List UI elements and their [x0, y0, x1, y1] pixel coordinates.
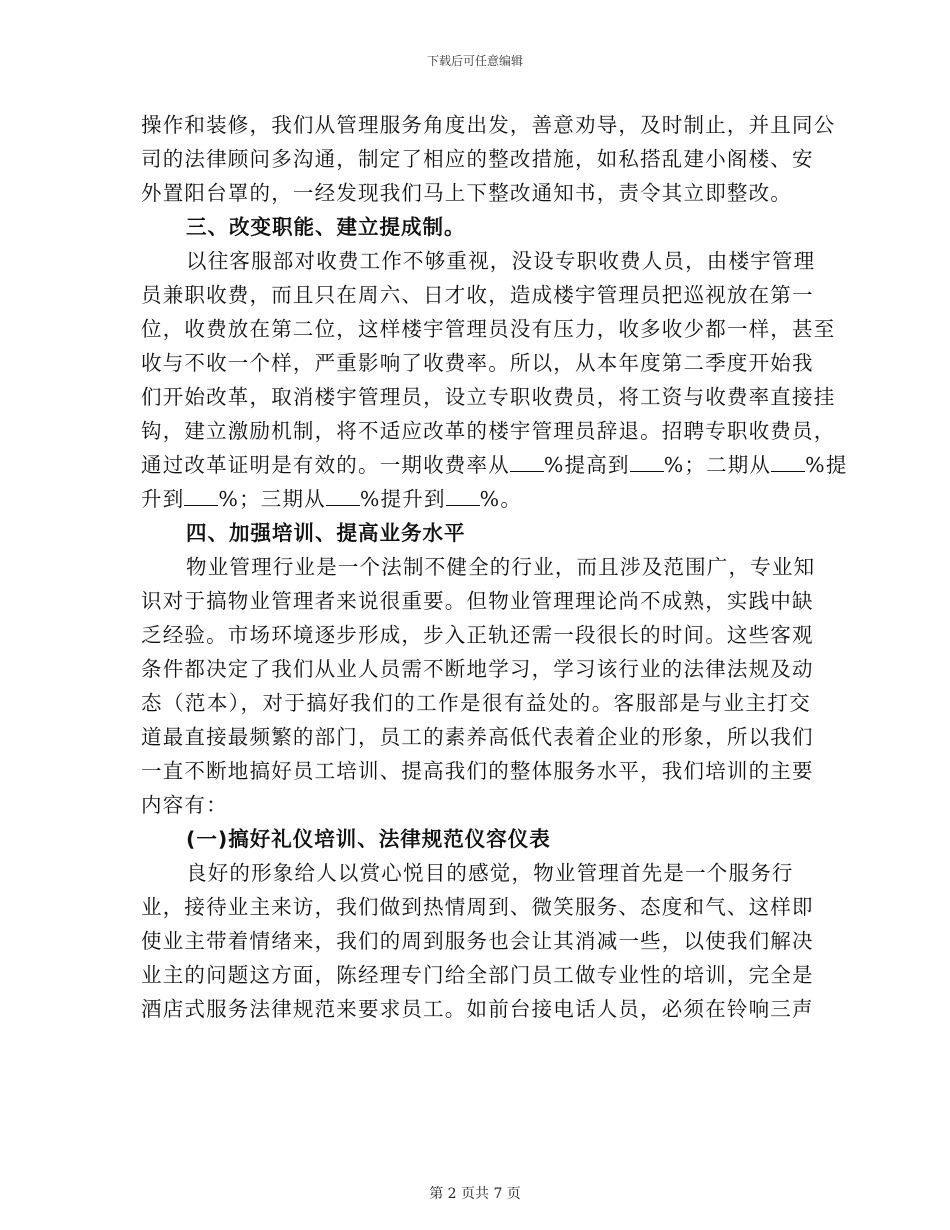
subsection-heading-1: (一)搞好礼仪培训、法律规范仪容仪表: [186, 827, 551, 851]
body-line: 收与不收一个样，严重影响了收费率。所以，从本年度第二季度开始我: [141, 351, 814, 375]
document-body: [141, 108, 848, 1026]
text-fragment: %提高到: [543, 453, 630, 477]
text-fragment: 升到: [141, 487, 185, 511]
body-line: 司的法律顾问多沟通，制定了相应的整改措施，如私搭乱建小阁楼、安: [141, 147, 814, 171]
page-header: 下载后可任意编辑: [426, 54, 523, 68]
body-line: 员兼职收费，而且只在周六、日才收，造成楼宇管理员把巡视放在第一: [141, 283, 814, 307]
text-fragment: %；二期从: [663, 453, 772, 477]
body-line: 良好的形象给人以赏心悦目的感觉，物业管理首先是一个服务行: [186, 861, 794, 885]
body-line: 乏经验。市场环境逐步形成，步入正轨还需一段很长的时间。这些客观: [141, 623, 814, 647]
body-line: 钩，建立激励机制，将不适应改革的楼宇管理员辞退。招聘专职收费员，: [141, 419, 836, 443]
body-line: 酒店式服务法律规范来要求员工。如前台接电话人员，必须在铃响三声: [141, 997, 814, 1021]
fill-blank: [446, 504, 480, 506]
text-fragment: 通过改革证明是有效的。一期收费率从: [141, 453, 510, 477]
page-footer: 第 2 页共 7 页: [429, 1186, 521, 1202]
fill-blank: [630, 470, 664, 472]
body-line: 业主的问题这方面，陈经理专门给全部门员工做专业性的培训，完全是: [141, 963, 814, 987]
body-line-with-blanks: [141, 482, 811, 516]
body-line: 物业管理行业是一个法制不健全的行业，而且涉及范围广，专业知: [186, 555, 816, 579]
text-fragment: %提: [805, 453, 848, 477]
section-heading-3: 三、改变职能、建立提成制。: [186, 215, 466, 239]
body-line: 业，接待业主来访，我们做到热情周到、微笑服务、态度和气、这样即: [141, 895, 814, 919]
body-line: 内容有：: [141, 793, 228, 817]
body-line: 态（范本），对于搞好我们的工作是很有益处的。客服部是与业主打交: [141, 691, 811, 715]
body-line: 操作和装修，我们从管理服务角度出发，善意劝导，及时制止，并且同公: [141, 113, 836, 137]
body-line: 道最直接最频繁的部门，员工的素养高低代表着企业的形象，所以我们: [141, 725, 814, 749]
fill-blank: [771, 470, 805, 472]
body-line-with-blanks: [141, 448, 848, 482]
fill-blank: [184, 504, 218, 506]
body-line: 以往客服部对收费工作不够重视，没设专职收费人员，由楼宇管理: [186, 249, 816, 273]
fill-blank: [510, 470, 544, 472]
section-heading-4: 四、加强培训、提高业务水平: [186, 521, 466, 545]
body-line: 条件都决定了我们从业人员需不断地学习，学习该行业的法律法规及动: [141, 657, 814, 681]
body-line: 外置阳台罩的，一经发现我们马上下整改通知书，责令其立即整改。: [141, 181, 792, 205]
body-line: 位，收费放在第二位，这样楼宇管理员没有压力，收多收少都一样，甚至: [141, 317, 836, 341]
body-line: 们开始改革，取消楼宇管理员，设立专职收费员，将工资与收费率直接挂: [141, 385, 836, 409]
fill-blank: [326, 504, 360, 506]
body-line: 一直不断地搞好员工培训、提高我们的整体服务水平，我们培训的主要: [141, 759, 814, 783]
body-line: 使业主带着情绪来，我们的周到服务也会让其消减一些，以使我们解决: [141, 929, 814, 953]
body-line: 识对于搞物业管理者来说很重要。但物业管理理论尚不成熟，实践中缺: [141, 589, 814, 613]
text-fragment: %。: [479, 487, 523, 511]
text-fragment: %；三期从: [218, 487, 326, 511]
text-fragment: %提升到: [359, 487, 446, 511]
